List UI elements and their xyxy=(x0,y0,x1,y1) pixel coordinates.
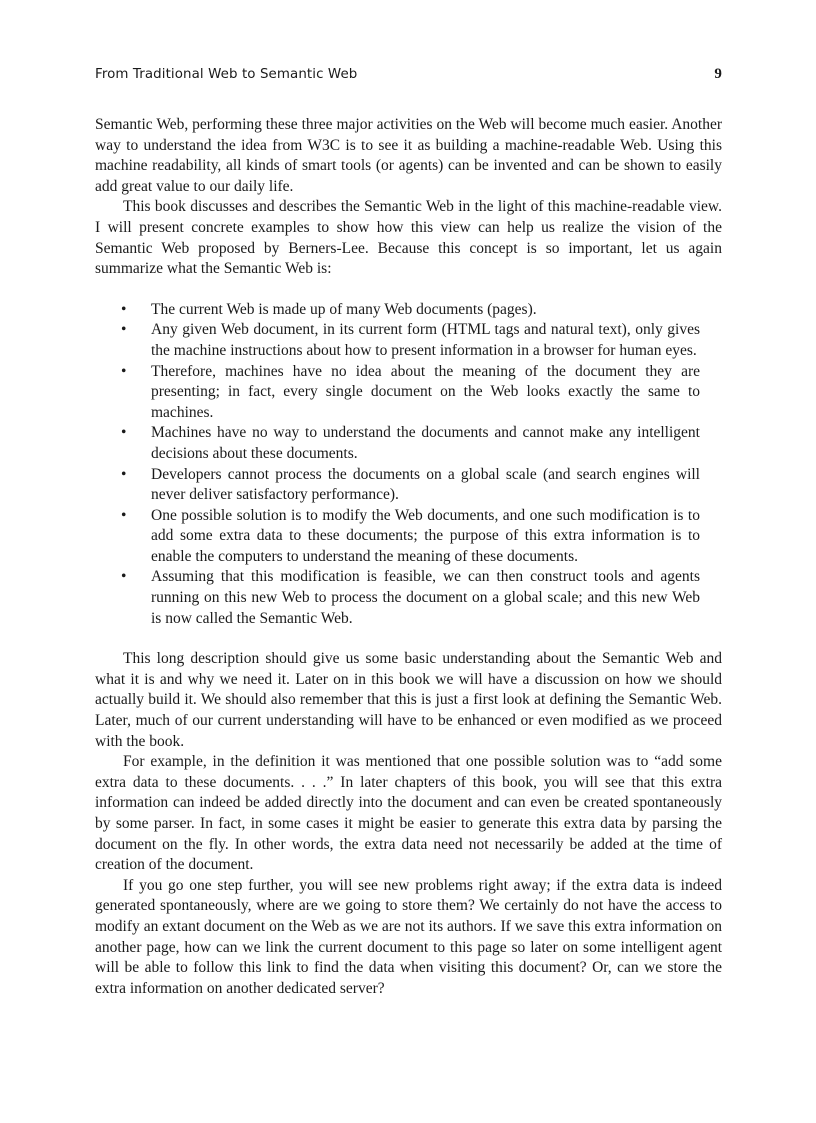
paragraph-continued: Semantic Web, performing these three major activities on the Web will become much easier. Another way to understand the idea from W3C is to see it as building a machine-readable Web. Using this machine readability, all kinds of smart tools (or agents) can be invented and can be shown to easily add great value to our daily life. xyxy=(95,116,722,195)
page-number: 9 xyxy=(714,66,722,82)
running-title: From Traditional Web to Semantic Web xyxy=(95,67,358,82)
bullet-item xyxy=(95,362,722,424)
paragraph: This book discusses and describes the Semantic Web in the light of this machine-readable view. I will present concrete examples to show how this view can help us realize the vision of the Semantic Web proposed by Berners-Lee. Because this concept is so important, let us again summarize what the Semantic Web is: xyxy=(95,198,722,278)
paragraph: If you go one step further, you will see new problems right away; if the extra data is indeed generated spontaneously, where are we going to store them? We certainly do not have the access to modify an extant document on the Web as we are not its authors. If we save this extra information on another page, how can we link the current document to this page so later on some intelligent agent will be able to follow this link to find the data when visiting this document? Or, can we store the extra information on another dedicated server? xyxy=(95,876,722,997)
running-header xyxy=(95,66,722,83)
bullet-item xyxy=(95,320,722,361)
bullet-item xyxy=(95,465,722,506)
body-text xyxy=(95,115,722,999)
bullet-marker: • xyxy=(121,465,127,483)
paragraph: This long description should give us some basic understanding about the Semantic Web and what it is and why we need it. Later on in this book we will have a discussion on how we should actually build it. We should also remember that this is just a first look at defining the Semantic Web. Later, much of our current understanding will have to be enhanced or even modified as we proceed with the book. xyxy=(95,650,722,750)
bullet-marker: • xyxy=(121,506,127,524)
bullet-text: Therefore, machines have no idea about the meaning of the document they are presenting; in fact, every single document on the Web looks exactly the same to machines. xyxy=(151,362,700,421)
bullet-text: One possible solution is to modify the Web documents, and one such modification is to add some extra data to these documents; the purpose of this extra information is to enable the computers to understand the meaning of these documents. xyxy=(151,506,700,565)
bullet-marker: • xyxy=(121,300,127,318)
bullet-item xyxy=(95,300,722,321)
bullet-marker: • xyxy=(121,568,127,586)
bullet-text: Developers cannot process the documents on a global scale (and search engines will never deliver satisfactory performance). xyxy=(151,465,700,504)
bullet-marker: • xyxy=(121,424,127,442)
bullet-item xyxy=(95,567,722,629)
bullet-marker: • xyxy=(121,362,127,380)
bullet-text: Any given Web document, in its current form (HTML tags and natural text), only gives the machine instructions about how to present information in a browser for human eyes. xyxy=(151,321,700,359)
bullet-marker: • xyxy=(121,321,127,339)
bullet-text: Machines have no way to understand the documents and cannot make any intelligent decisions about these documents. xyxy=(151,424,700,462)
paragraph: For example, in the definition it was mentioned that one possible solution was to “add some extra data to these documents. . . .” In later chapters of this book, you will see that this extra information can indeed be added directly into the document and can even be created spontaneously by some parser. In fact, in some cases it might be easier to generate this extra data by parsing the document on the fly. In other words, the extra data need not necessarily be added at the time of creation of the document. xyxy=(95,753,722,874)
summary-bullet-list xyxy=(95,300,722,630)
bullet-text: Assuming that this modification is feasible, we can then construct tools and agents running on this new Web to process the document on a global scale; and this new Web is now called the Semantic Web. xyxy=(151,568,700,627)
bullet-item xyxy=(95,423,722,464)
bullet-item xyxy=(95,506,722,568)
bullet-text: The current Web is made up of many Web documents (pages). xyxy=(151,300,537,318)
